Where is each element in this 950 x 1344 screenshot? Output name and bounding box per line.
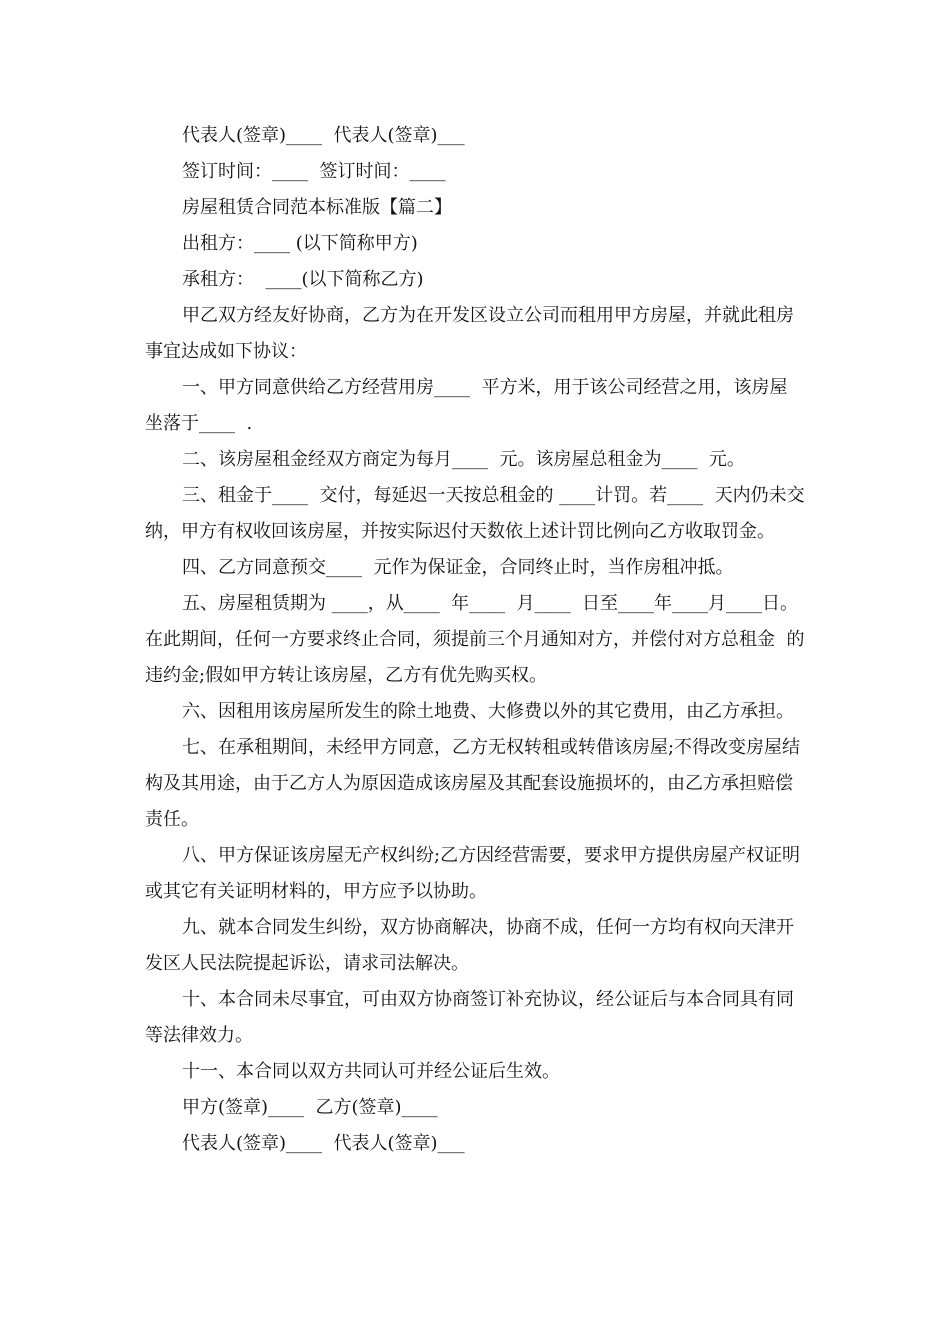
- clause-6: 六、因租用该房屋所发生的除土地费、大修费以外的其它费用，由乙方承担。: [182, 701, 794, 722]
- lessor-line: 出租方：____ (以下简称甲方): [182, 233, 418, 254]
- clause-7: 七、在承租期间，未经甲方同意，乙方无权转租或转借该房屋;不得改变房屋结构及其用途，由于乙方人为原因造成该房屋及其配套设施损坏的，由乙方承担赔偿责任。: [145, 737, 801, 830]
- lessee-line: 承租方： ____(以下简称乙方): [182, 269, 424, 290]
- clause-9: 九、就本合同发生纠纷，双方协商解决，协商不成，任何一方均有权向天津开发区人民法院提起诉讼，请求司法解决。: [145, 917, 794, 974]
- clause-1: 一、甲方同意供给乙方经营用房____ 平方米，用于该公司经营之用，该房屋坐落于____ .: [145, 377, 788, 434]
- clause-10: 十、本合同未尽事宜，可由双方协商签订补充协议，经公证后与本合同具有同等法律效力。: [145, 989, 794, 1046]
- signature-line-representatives: 代表人(签章)____ 代表人(签章)___: [182, 125, 465, 146]
- clause-2: 二、该房屋租金经双方商定为每月____ 元。该房屋总租金为____ 元。: [182, 449, 745, 470]
- signature-line-representatives-bottom: 代表人(签章)____ 代表人(签章)___: [182, 1133, 465, 1154]
- document-body: [145, 118, 805, 1162]
- clause-11: 十一、本合同以双方共同认可并经公证后生效。: [182, 1061, 560, 1082]
- section-heading: 房屋租赁合同范本标准版【篇二】: [182, 197, 452, 218]
- signing-date-line: 签订时间：____ 签订时间：____: [182, 161, 446, 182]
- clause-4: 四、乙方同意预交____ 元作为保证金，合同终止时，当作房租冲抵。: [182, 557, 734, 578]
- clause-5: 五、房屋租赁期为 ____，从____ 年____ 月____ 日至____年____月____日。在此期间，任何一方要求终止合同，须提前三个月通知对方，并偿付对方总租金 的违约金;假如甲方转让该房屋，乙方有优先购买权。: [145, 593, 805, 686]
- clause-3: 三、租金于____ 交付，每延迟一天按总租金的 ____计罚。若____ 天内仍未交纳，甲方有权收回该房屋，并按实际迟付天数依上述计罚比例向乙方收取罚金。: [145, 485, 805, 542]
- clause-8: 八、甲方保证该房屋无产权纠纷;乙方因经营需要，要求甲方提供房屋产权证明或其它有关证明材料的，甲方应予以协助。: [145, 845, 801, 902]
- signature-line-parties: 甲方(签章)____ 乙方(签章)____: [182, 1097, 438, 1118]
- preamble-paragraph: 甲乙双方经友好协商，乙方为在开发区设立公司而租用甲方房屋，并就此租房事宜达成如下协议：: [145, 305, 794, 362]
